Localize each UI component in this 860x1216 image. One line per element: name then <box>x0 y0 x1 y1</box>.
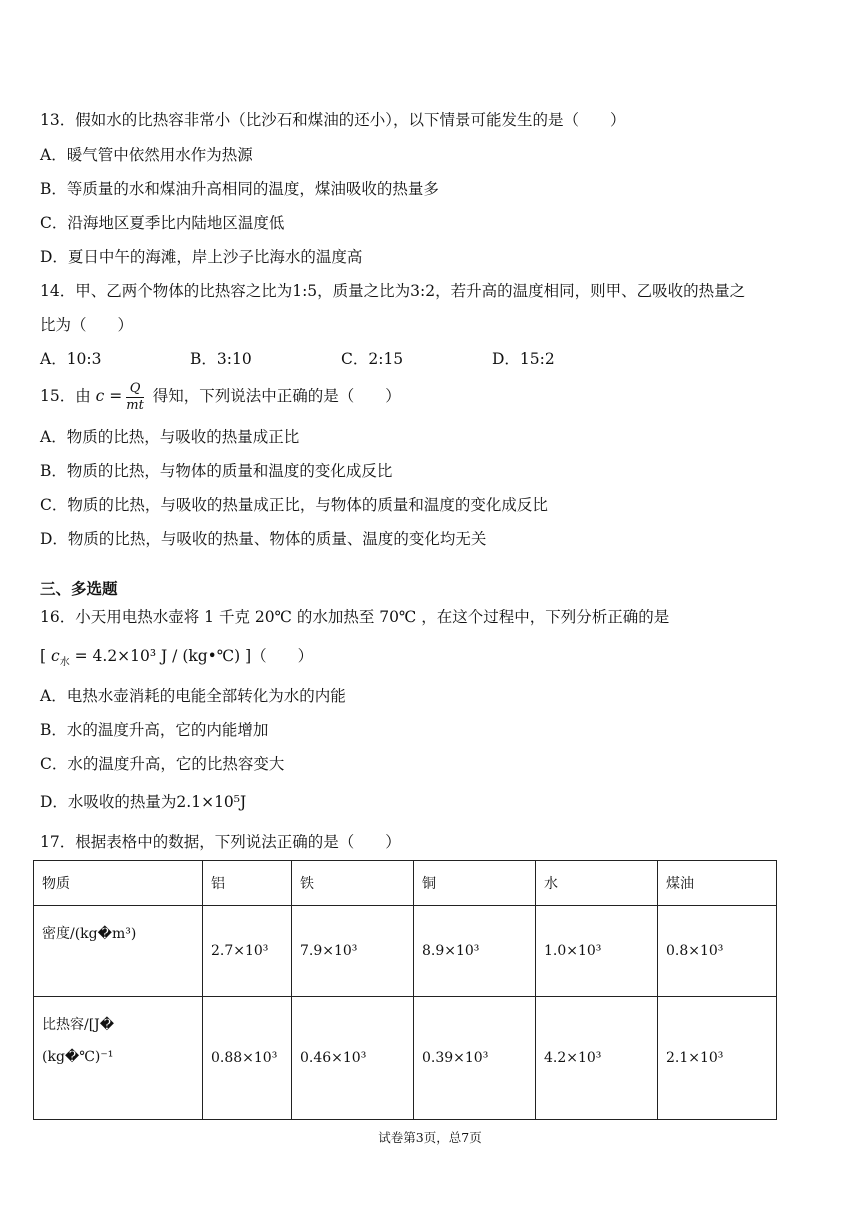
table-cell: 2.1×10³ <box>658 997 777 1120</box>
q15-stem <box>40 379 401 414</box>
table-cell: 4.2×10³ <box>536 997 658 1120</box>
table-header-cell: 铜 <box>414 861 536 906</box>
q15-stem-prefix: 15．由 <box>40 387 91 405</box>
table-header-cell: 水 <box>536 861 658 906</box>
q16-stem-line1: 16．小天用电热水壶将 1 千克 20℃ 的水加热至 70℃ ，在这个过程中，下列分析正确的是 <box>40 608 670 626</box>
q16-option-b: B．水的温度升高，它的内能增加 <box>40 721 269 739</box>
table-header-cell: 铝 <box>203 861 292 906</box>
table-cell: 0.88×10³ <box>203 997 292 1120</box>
q13-option-c: C．沿海地区夏季比内陆地区温度低 <box>40 214 285 232</box>
page-footer: 试卷第3页，总7页 <box>378 1130 482 1145</box>
q13-option-b: B．等质量的水和煤油升高相同的温度，煤油吸收的热量多 <box>40 180 439 198</box>
table-row-density <box>34 906 777 997</box>
q14-stem-line1: 14．甲、乙两个物体的比热容之比为1:5，质量之比为3:2，若升高的温度相同，则甲、乙吸收的热量之 <box>40 282 746 300</box>
table-cell: 2.7×10³ <box>203 906 292 997</box>
q14-option-d: D．15:2 <box>492 350 555 368</box>
q15-option-b: B．物质的比热，与物体的质量和温度的变化成反比 <box>40 462 393 480</box>
q16-formula-rest: = 4.2×10³ J / (kg•℃) ]（ ） <box>69 647 314 665</box>
q16-option-d: D．水吸收的热量为2.1×10⁵J <box>40 793 247 811</box>
q14-option-b: B．3:10 <box>190 350 252 368</box>
table-cell: 0.46×10³ <box>292 997 414 1120</box>
q15-option-d: D．物质的比热，与吸收的热量、物体的质量、温度的变化均无关 <box>40 530 487 548</box>
heat-capacity-label-line2: (kg�℃)⁻¹ <box>42 1049 114 1065</box>
q13-option-d: D．夏日中午的海滩，岸上沙子比海水的温度高 <box>40 248 363 266</box>
q15-option-a: A．物质的比热，与吸收的热量成正比 <box>40 428 300 446</box>
q15-formula-denominator: mt <box>126 397 144 413</box>
section-title: 三、多选题 <box>40 579 118 598</box>
table-header-row <box>34 861 777 906</box>
q16-c-subscript: 水 <box>59 657 70 669</box>
q15-formula-lhs: c = <box>95 387 123 405</box>
q13-option-a: A．暖气管中依然用水作为热源 <box>40 146 253 164</box>
q14-option-c: C．2:15 <box>341 350 404 368</box>
table-header-cell: 煤油 <box>658 861 777 906</box>
q15-stem-suffix: 得知，下列说法中正确的是（ ） <box>152 387 401 405</box>
table-header-cell: 铁 <box>292 861 414 906</box>
heat-capacity-label-line1: 比热容/[J� <box>42 1017 115 1033</box>
q15-formula-fraction <box>126 381 144 414</box>
q15-formula-numerator: Q <box>126 381 144 398</box>
q14-stem-line2: 比为（ ） <box>40 316 134 334</box>
table-cell: 0.8×10³ <box>658 906 777 997</box>
density-label: 密度/(kg�m³) <box>34 906 203 997</box>
q15-option-c: C．物质的比热，与吸收的热量成正比，与物体的质量和温度的变化成反比 <box>40 496 548 514</box>
q16-c-symbol: c <box>51 647 60 665</box>
table-row-heat-capacity <box>34 997 777 1120</box>
q16-stem-line2 <box>40 646 313 673</box>
table-cell: 7.9×10³ <box>292 906 414 997</box>
table-header-cell: 物质 <box>34 861 203 906</box>
data-table <box>33 860 777 1120</box>
q16-bracket-open: [ <box>40 647 47 665</box>
q17-stem: 17．根据表格中的数据，下列说法正确的是（ ） <box>40 833 401 851</box>
q13-stem: 13．假如水的比热容非常小（比沙石和煤油的还小），以下情景可能发生的是（ ） <box>40 111 626 129</box>
table-cell: 1.0×10³ <box>536 906 658 997</box>
q16-option-c: C．水的温度升高，它的比热容变大 <box>40 755 285 773</box>
table-cell: 8.9×10³ <box>414 906 536 997</box>
q14-option-a: A．10:3 <box>40 350 102 368</box>
heat-capacity-label <box>34 997 203 1120</box>
table-cell: 0.39×10³ <box>414 997 536 1120</box>
q16-option-a: A．电热水壶消耗的电能全部转化为水的内能 <box>40 687 346 705</box>
